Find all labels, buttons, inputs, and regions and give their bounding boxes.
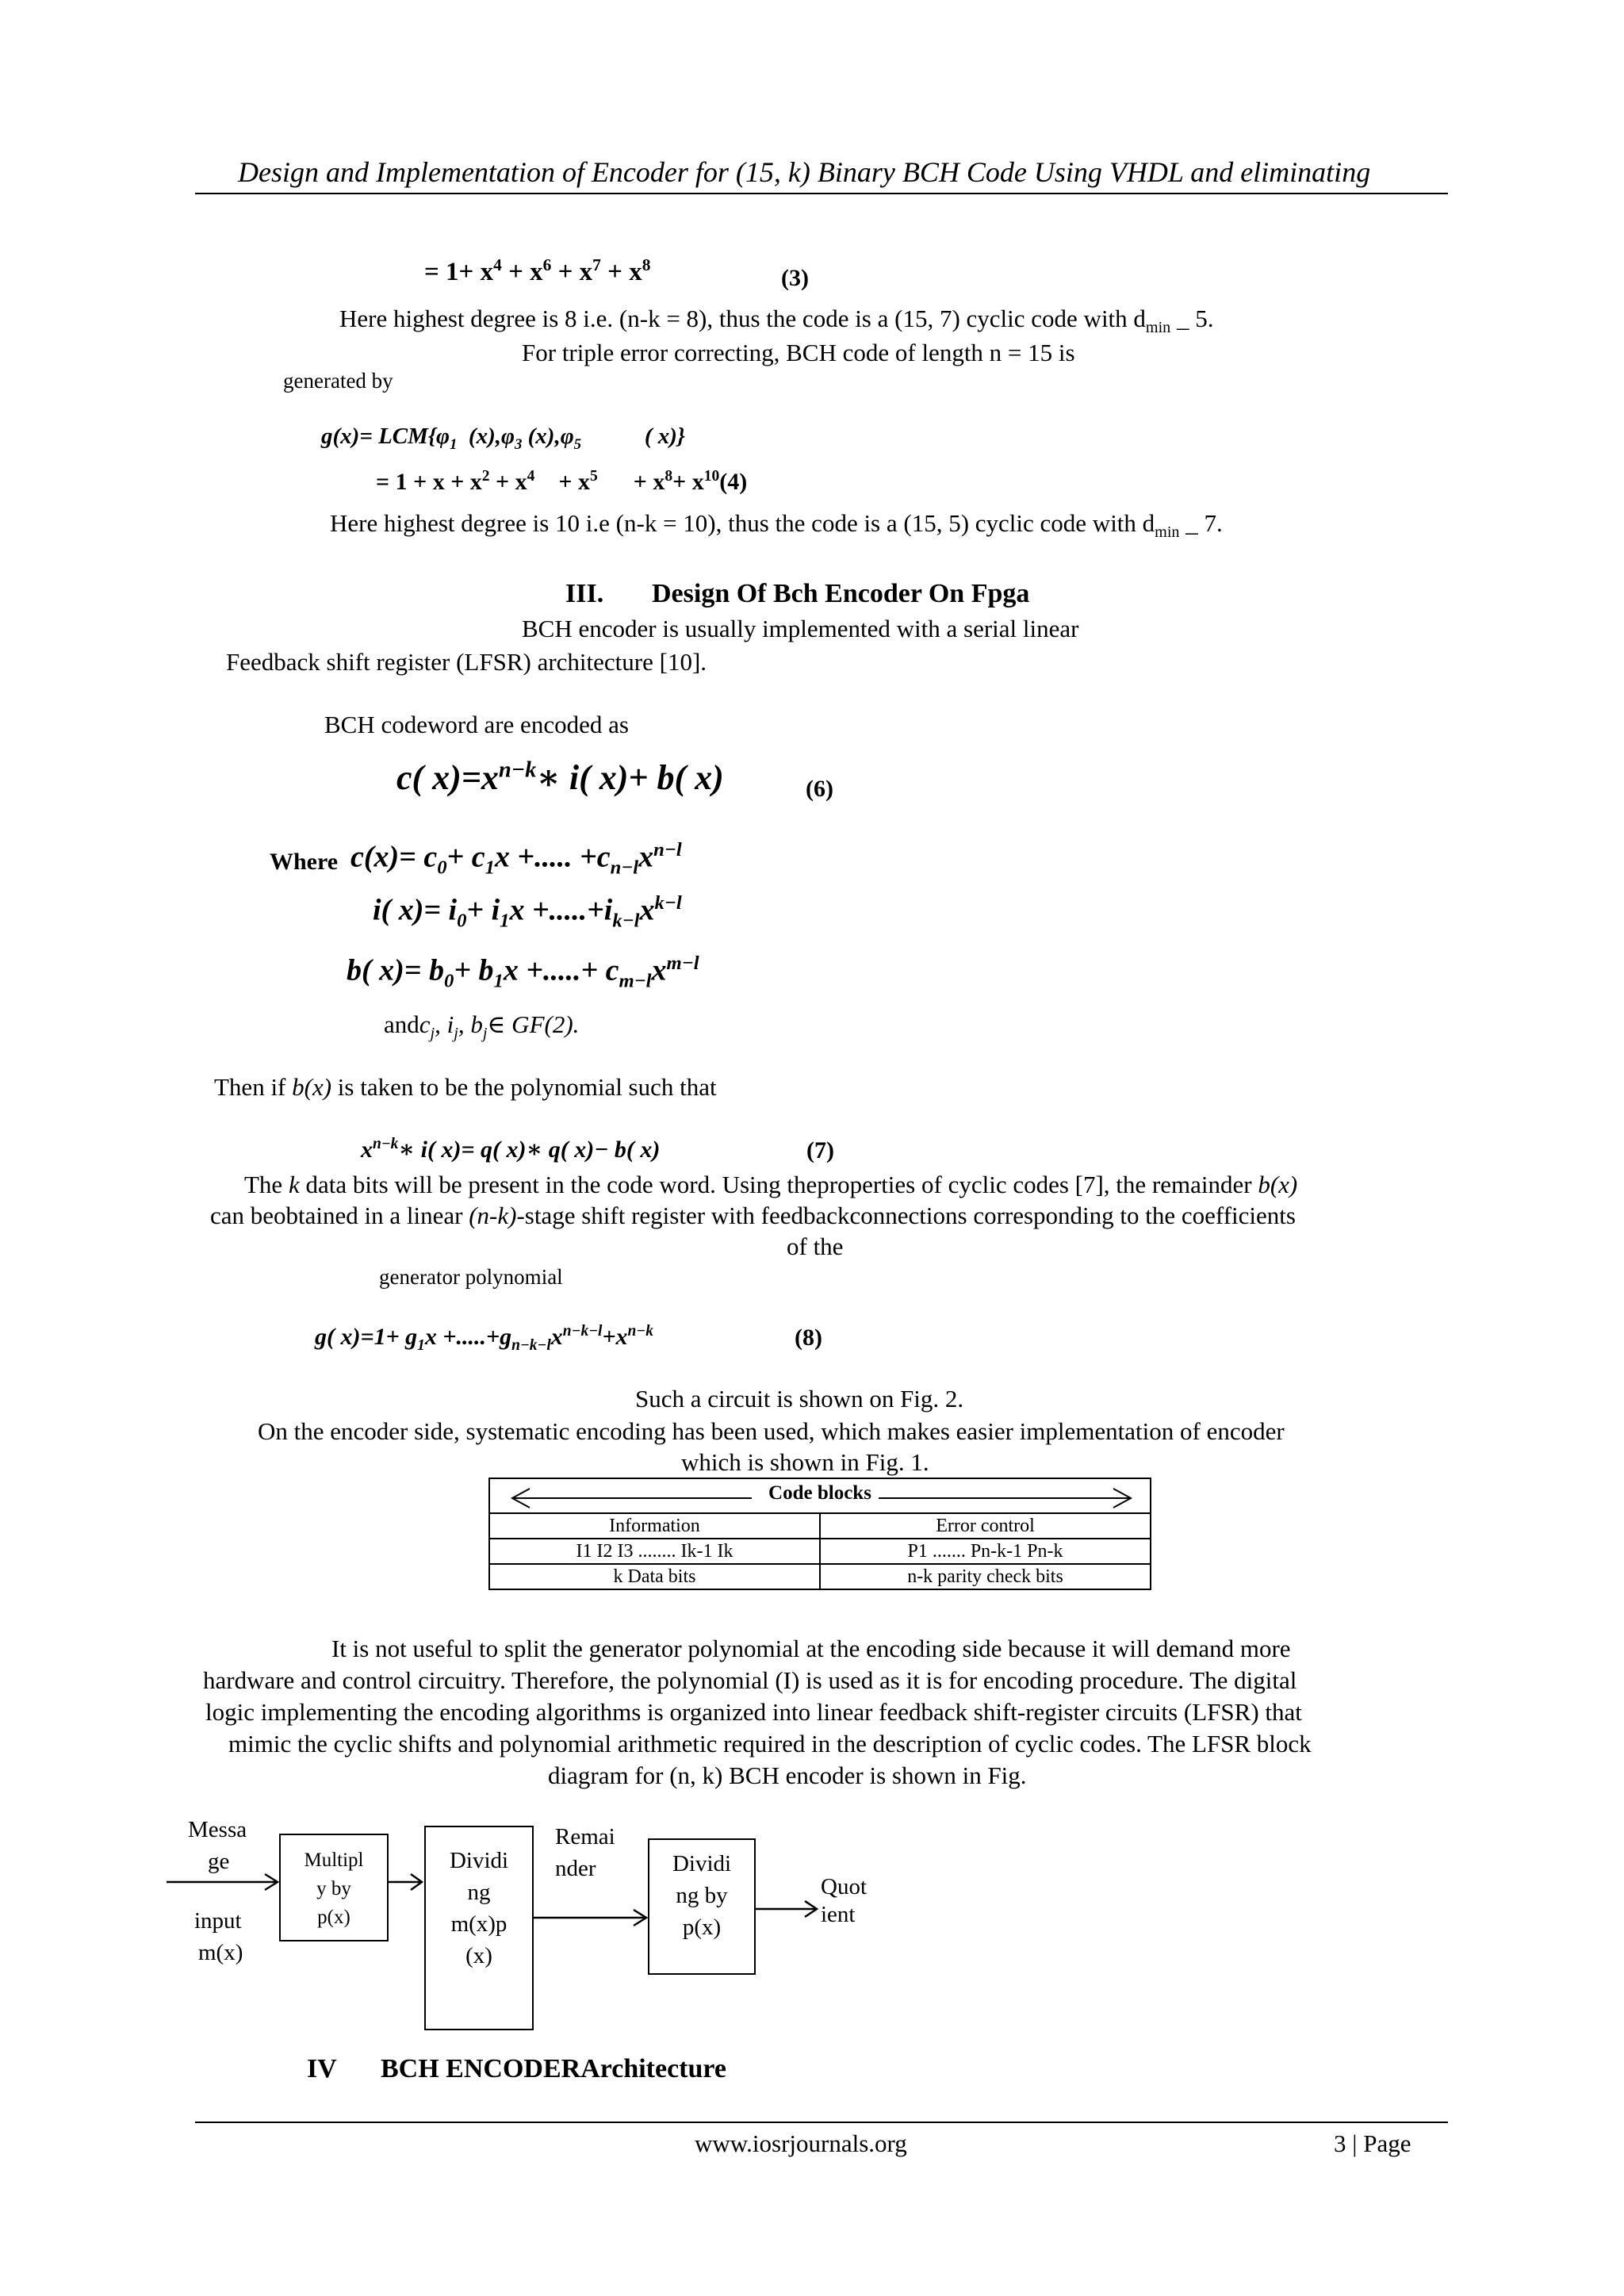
parity-bits: P1 ....... Pn-k-1 Pn-k (820, 1539, 1151, 1564)
i-polynomial: i( $x)= i_0+ i_1x +.....+i_{k-l}x^{k-l}$ (373, 892, 682, 932)
block-label: p(x) (682, 1915, 722, 1940)
para3: Then if b(x) is taken to be the polynomial such that (214, 1073, 717, 1101)
section-3-line3: BCH codeword are encoded as (324, 711, 629, 738)
footer-site: www.iosrjournals.org (695, 2129, 907, 2157)
quotient-label-1: Quot (821, 1874, 867, 1899)
error-control-header: Error control (820, 1513, 1151, 1539)
b-polynomial: b( $x)= b_0+ b_1x$ +.....+ $c_{m-l}x^{m-l}$ (347, 953, 699, 992)
para6-line1: It is not useful to split the generator polynomial at the encoding side because it will demand more (331, 1635, 1291, 1662)
para4-line1: The k data bits will be present in the code word. Using theproperties of cyclic codes [7], the remainder b(x) (244, 1171, 1298, 1198)
running-header: Design and Implementation of Encoder for (15, k) Binary BCH Code Using VHDL and eliminating (238, 156, 1371, 188)
remainder-label-2: nder (555, 1856, 596, 1881)
message-label-1: Messa (188, 1817, 247, 1842)
code-blocks-title: Code blocks (768, 1482, 871, 1504)
block-label: Dividi (672, 1851, 732, 1876)
para5-line2: On the encoder side, systematic encoding has been used, which makes easier implementation of encoder (258, 1417, 1285, 1445)
equation-7: $x^{n-k}∗$ i( x)= q( x)∗ q( x)− b( x) (361, 1136, 661, 1163)
gf2-condition: andc$_j$, $i_j$, $b_j\in$ GF(2). (384, 1010, 580, 1043)
c-polynomial: $c(x)= c_0+ c_1x$ +..... $+c_{n-l}x^{n-l}$ (350, 839, 682, 879)
dividing-mxpx-block (424, 1826, 534, 2030)
block-label: Dividi (449, 1848, 509, 1873)
where-label: Where (270, 849, 339, 875)
para4-line4: generator polynomial (379, 1265, 563, 1289)
para6-line5: diagram for (n, k) BCH encoder is shown in Fig. (548, 1761, 1027, 1789)
para1-line3: generated by (283, 369, 393, 393)
equation-8-number: (8) (795, 1324, 822, 1351)
section-3-number: III. (565, 579, 604, 608)
input-label-2: m(x) (198, 1940, 243, 1965)
block-label: (x) (465, 1943, 492, 1968)
block-label: m(x)p (450, 1911, 508, 1937)
equation-3: = $1+ x^4 + x^6 + x^7 + x^8$ (424, 255, 651, 286)
parity-check-label: n-k parity check bits (820, 1564, 1151, 1589)
equation-6: c( $x)=x^{n-k}∗$ i( x)+ b( x) (396, 757, 724, 797)
para5-line3: which is shown in Fig. 1. (681, 1448, 929, 1476)
multiply-by-px-block (279, 1834, 389, 1941)
section-3-line1: BCH encoder is usually implemented with a serial linear (522, 615, 1079, 642)
section-3-line2: Feedback shift register (LFSR) architecture [10]. (226, 648, 707, 676)
equation-4-lhs: $g(x)= LCM\{\varphi_1$ $(x),\varphi_3$ $(x),\varphi_5$ ( x)} (321, 424, 685, 453)
block-label: ng (467, 1880, 491, 1905)
block-label: ng by (676, 1883, 728, 1908)
equation-6-number: (6) (806, 776, 833, 802)
equation-4-rhs: = $1 + x + x^2 + x^4$ + $x^5$ + $x^8+ x^{10}(4)$ (376, 468, 748, 495)
dividing-by-px-block (648, 1838, 756, 1975)
para6-line2: hardware and control circuitry. Therefore, the polynomial (I) is used as it is for encoding procedure. The digital (203, 1666, 1297, 1694)
equation-3-number: (3) (781, 265, 809, 291)
para2: Here highest degree is 10 i.e (n-k = 10), thus the code is a (15, 5) cyclic code with $d_{min}$ _ 7. (330, 509, 1223, 542)
information-header: Information (489, 1513, 820, 1539)
information-bits: I1 I2 I3 ........ Ik-1 Ik (489, 1539, 820, 1564)
block-label: y by (316, 1878, 351, 1899)
section-4-number: IV (307, 2054, 337, 2083)
remainder-label-1: Remai (555, 1824, 615, 1849)
data-bits-label: k Data bits (489, 1564, 820, 1589)
block-label: p(x) (317, 1907, 350, 1928)
para1-line2: For triple error correcting, BCH code of length n = 15 is (522, 339, 1075, 366)
page-number: 3 | Page (1334, 2129, 1411, 2157)
para5-line1: Such a circuit is shown on Fig. 2. (635, 1385, 964, 1412)
para4-line3: of the (787, 1232, 844, 1260)
message-label-2: ge (208, 1849, 230, 1874)
para4-line2: can beobtained in a linear (n-k)-stage shift register with feedbackconnections corresponding to the coefficients (210, 1202, 1296, 1229)
para6-line3: logic implementing the encoding algorithms is organized into linear feedback shift-register circuits (LFSR) that (205, 1698, 1302, 1726)
section-4-title: BCH ENCODERArchitecture (381, 2054, 726, 2083)
footer-rule (195, 2122, 1448, 2123)
equation-8: g( $x)=1+ g_1x +.....+g_{n-k-l}x^{n-k-l}+x^{n-k}$ (315, 1323, 653, 1354)
block-label: Multipl (304, 1849, 364, 1871)
para6-line4: mimic the cyclic shifts and polynomial arithmetic required in the description of cyclic codes. The LFSR block (228, 1730, 1312, 1757)
input-label-1: input (194, 1908, 242, 1934)
quotient-label-2: ient (821, 1902, 856, 1927)
section-3-title: Design Of Bch Encoder On Fpga (652, 579, 1030, 608)
para1-line1: Here highest degree is 8 i.e. (n-k = 8), thus the code is a (15, 7) cyclic code with $d_{min}$ _ 5. (339, 305, 1214, 337)
equation-7-number: (7) (806, 1137, 834, 1163)
